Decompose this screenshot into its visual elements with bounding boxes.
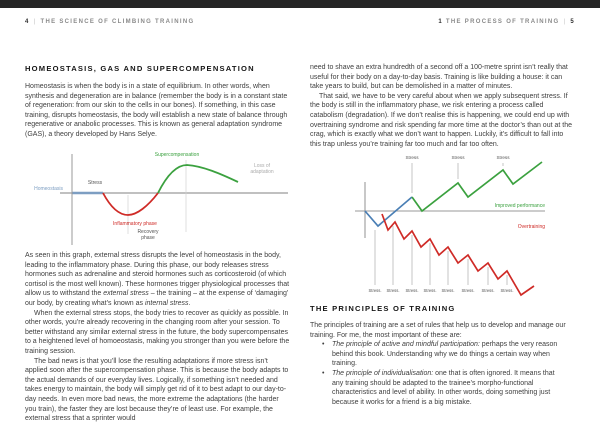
text-run: – the training – at the expense of ‘damaging’ our body, by creating what’s known as xyxy=(25,290,289,307)
inflammatory-phase-curve xyxy=(103,193,158,215)
principles-list xyxy=(310,340,575,407)
bottom-stress-label-5: Stress. xyxy=(441,288,455,293)
bottom-stress-label-2: Stress. xyxy=(386,288,400,293)
section-heading-principles: THE PRINCIPLES OF TRAINING xyxy=(310,304,456,313)
paragraph-graph-explanation xyxy=(25,251,290,309)
loss-of-adaptation-label-line2: adaptation xyxy=(250,169,274,175)
list-item-individualisation xyxy=(322,369,565,407)
bottom-stress-label-1: Stress. xyxy=(368,288,382,293)
principle-lead-italic: The principle of individualisation: xyxy=(332,369,434,377)
top-stress-label-2: Stress xyxy=(451,155,465,160)
bullet-glyph: • xyxy=(322,369,325,377)
right-page xyxy=(300,0,600,425)
overtraining-label: Overtraining xyxy=(517,224,545,230)
text-run: As seen in this graph, external stress disrupts the level of homeostasis in the body, leading to the inflammatory phase. During this phase, our body releases stress hormones such as adrenaline and steroid hormones such as corticosteroid (of which cortisol is the most well known). These hormones trigger physiological processes that allow us to withstand the xyxy=(25,252,290,298)
inflammatory-phase-label: Inflammatory phase xyxy=(113,221,157,227)
list-item-active-participation xyxy=(322,340,565,369)
overtraining-line xyxy=(382,214,534,295)
recovery-phase-label-line2: phase xyxy=(141,235,155,241)
bottom-stress-label-3: Stress. xyxy=(405,288,419,293)
paragraph-principles-intro: The principles of training are a set of rules that help us to develop and manage our training. For me, the most important of these are: xyxy=(310,322,566,339)
supercompensation-curve xyxy=(158,165,238,193)
text-run-italic-internal-stress: internal stress xyxy=(144,299,189,307)
homeostasis-label: Homeostasis xyxy=(34,186,63,192)
right-page-header xyxy=(310,19,575,25)
header-separator: | xyxy=(563,19,567,25)
right-paragraph-block-2 xyxy=(310,321,575,407)
loss-of-adaptation-label-line1: Loss of xyxy=(253,163,271,169)
top-stress-label-3: Stress xyxy=(496,155,510,160)
bottom-stress-label-4: Stress. xyxy=(423,288,437,293)
text-run: . xyxy=(188,299,191,307)
right-chapter-number: 1 xyxy=(438,19,443,25)
gas-supercompensation-chart xyxy=(25,148,290,251)
bottom-stress-label-6: Stress. xyxy=(461,288,475,293)
section-heading-homeostasis: HOMEOSTASIS, GAS AND SUPERCOMPENSATION xyxy=(25,64,255,73)
supercompensation-label: Supercompensation xyxy=(154,152,200,158)
improved-performance-label: Improved performance xyxy=(494,203,545,209)
stress-label: Stress xyxy=(87,180,103,186)
stress-timing-chart-svg xyxy=(310,150,575,300)
stress-timing-chart xyxy=(310,150,575,305)
paragraph-bad-news: The bad news is that you’ll lose the resulting adaptations if more stress isn’t applied soon after the supercompensation phase. This is because the body adapts to the actual demands of our everyday lives. Logically, if something isn’t needed and takes energy to maintain, the body will simply get rid of it to best adapt to our day-to-day needs. In even more bad news, the more extreme the adaptations (the harder you train), the faster they are lost because they’re of least use. For example, the external stress that a sprinter would xyxy=(25,357,289,423)
top-stress-label-1: Stress xyxy=(405,155,419,160)
left-running-title: THE SCIENCE OF CLIMBING TRAINING xyxy=(40,19,195,25)
gas-chart-svg xyxy=(25,148,290,246)
header-separator: | xyxy=(33,19,37,25)
principle-rest: one that is often ignored. It means that any training should be adapted to the trainee’s morpho-functional characteristics and level of ability. In other words, doing something just because it works for a friend is a big mistake. xyxy=(332,369,555,406)
left-paragraph-block-2 xyxy=(25,251,290,424)
principle-lead-italic: The principle of active and mindful participation: xyxy=(332,341,480,349)
left-page-number: 4 xyxy=(25,19,30,25)
bottom-stress-label-8: Stress. xyxy=(500,288,514,293)
bottom-stress-label-7: Stress. xyxy=(481,288,495,293)
principle-rest: perhaps the very reason behind this book. Understanding why we do things a certain way when training. xyxy=(332,341,558,368)
left-paragraph-block-1 xyxy=(25,82,290,140)
right-running-title: THE PROCESS OF TRAINING xyxy=(445,19,560,25)
bullet-glyph: • xyxy=(322,341,325,349)
recovery-phase-label-line1: Recovery xyxy=(137,229,159,235)
text-run-italic-external-stress: external stress xyxy=(103,290,149,298)
paragraph-homeostasis: Homeostasis is when the body is in a state of equilibrium. In other words, when synthesis and degeneration are in balance (remember the body is in a constant state of regeneration: from our skin to the cells in our bones). If something, in this case training, disrupts homeostasis, the body will establish a new state of balance through regenerative or anabolic processes. This is known as general adaptation syndrome (GAS), a theory developed by Hans Selye. xyxy=(25,83,288,138)
paragraph-recovery: When the external stress stops, the body tries to recover as quickly as possible. In other words, you’re already recovering in the changing room after your session. To better withstand any similar external stress in the future, the body supercompensates to a heightened level of homoeostasis, making you stronger than you were before the training session. xyxy=(25,309,290,355)
paragraph-sprinter-continuation: need to shave an extra hundredth of a second off a 100-metre sprint isn’t really that useful for their body on a day-to-day basis. Training is like building a house: it can take years to build, but can be demolished in a matter of minutes. xyxy=(310,64,568,91)
left-page-header xyxy=(25,19,290,25)
paragraph-subsequent-stress: That said, we have to be very careful about when we apply subsequent stress. If the body is still in the inflammatory phase, we risk entering a process called catabolism (degradation). If we don’t realise this is happening, we could end up with overtraining syndrome and risk spending far more time at the doctor’s than out at the crag, which is exactly what we don’t want to happen. Luckily, it’s difficult to fall into this trap unless you’re training far too much and far too often. xyxy=(310,92,572,148)
right-paragraph-block-1 xyxy=(310,63,575,149)
right-page-number: 5 xyxy=(570,19,575,25)
